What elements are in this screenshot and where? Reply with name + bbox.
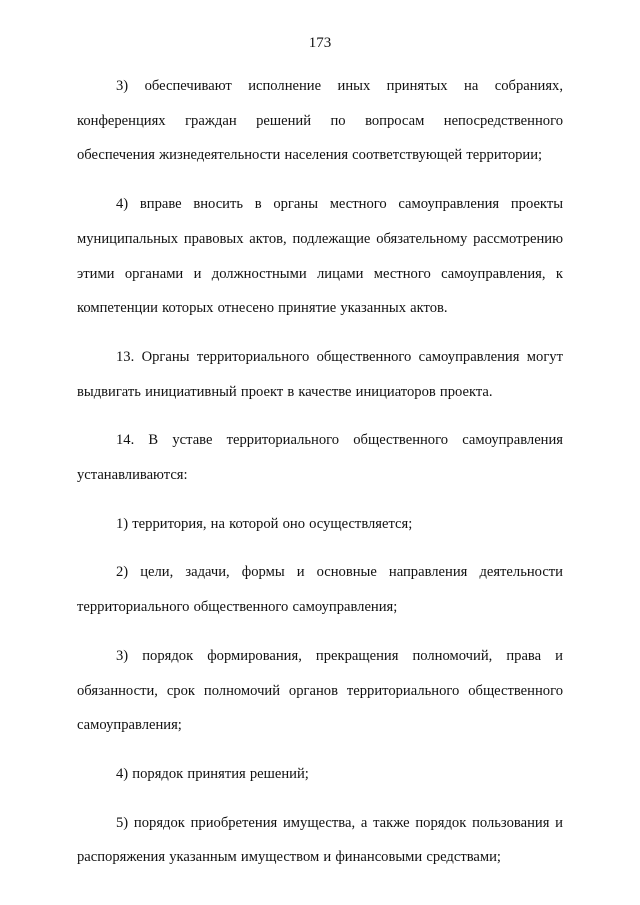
page-number: 173: [308, 35, 332, 51]
paragraph-section-13: 13. Органы территориального общественного самоуправления могут выдвигать инициативный проект в качестве инициаторов проекта.: [77, 348, 563, 400]
list-item-formation-procedure: 3) порядок формирования, прекращения полномочий, права и обязанности, срок полномочий органов территориального общественного самоуправления;: [77, 647, 563, 734]
document-body: [77, 69, 563, 889]
paragraph-item-3-duties: 3) обеспечивают исполнение иных принятых на собраниях, конференциях граждан решений по вопросам непосредственного обеспечения жизнедеятельности населения соответствующей территории;: [77, 78, 563, 164]
paragraph-section-14: 14. В уставе территориального общественного самоуправления устанавливаются:: [77, 432, 563, 484]
paragraph-item-4-right-to-propose: 4) вправе вносить в органы местного самоуправления проекты муниципальных правовых актов, подлежащие обязательному рассмотрению этими органами и должностными лицами местного самоуправления, к компетенции которых отнесено принятие указанных актов.: [77, 196, 563, 317]
list-item-decision-procedure: 4) порядок принятия решений;: [116, 765, 309, 782]
list-item-territory: 1) территория, на которой оно осуществляется;: [116, 515, 413, 532]
list-item-property-procedure: 5) порядок приобретения имущества, а также порядок пользования и распоряжения указанным имуществом и финансовыми средствами;: [77, 814, 563, 866]
list-item-goals: 2) цели, задачи, формы и основные направления деятельности территориального общественного самоуправления;: [77, 564, 563, 616]
